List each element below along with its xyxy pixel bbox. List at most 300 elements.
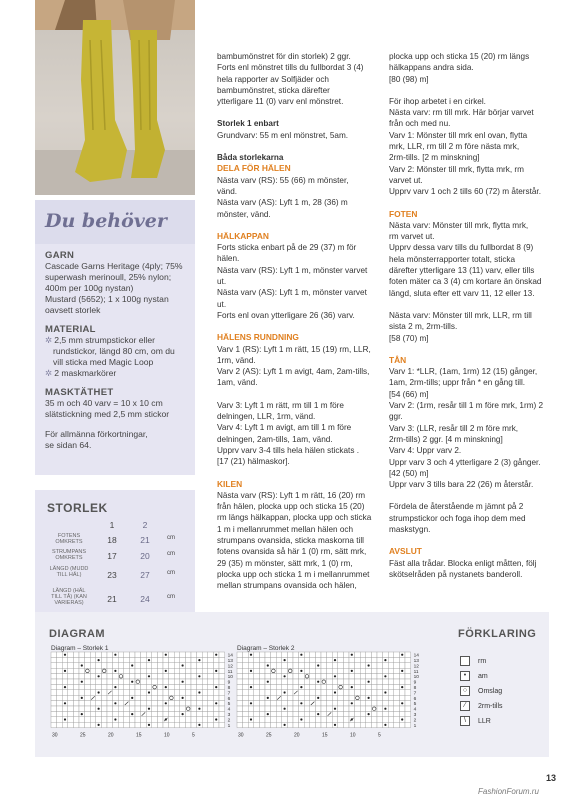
y-tick-label: 3 [413,713,417,718]
chart-cell [343,722,349,727]
stitch-charts [35,650,455,760]
purl-mark [300,702,302,704]
chart-cell [343,717,349,722]
chart-cell [315,717,321,722]
chart-cell [248,711,254,716]
chart-cell [399,706,405,711]
chart-cell [338,711,344,716]
subheading: Storlek 1 enbart [217,119,279,129]
spacer [389,344,554,355]
chart-cell [73,652,79,657]
instruction-line: ggr. [389,412,403,422]
chart-cell [405,663,411,668]
chart-cell [157,684,163,689]
y-tick-label: 5 [413,702,417,708]
instruction-line: från och med nu. [389,119,451,129]
legend-label: Omslag [478,687,503,695]
chart-cell [377,695,383,700]
chart-cell [174,717,180,722]
chart-cell [62,663,68,668]
chart-cell [219,679,225,684]
chart-cell [174,706,180,711]
y-tick-label: 13 [413,659,419,664]
chart-cell [163,711,169,716]
chart-cell [51,684,57,689]
purl-mark [64,686,66,688]
y-tick-label: 6 [413,696,417,702]
chart-cell [101,706,107,711]
chart-cell [68,684,74,689]
chart-cell [124,652,130,657]
spacer [389,198,554,209]
chart-cell [388,657,394,662]
chart-cell [85,701,91,706]
instruction-line: vänd. [217,186,238,196]
chart-cell [377,652,383,657]
unit: cm [167,594,175,600]
chart-cell [299,663,305,668]
instruction-line: därefter ytterligare 13 (11) varv, eller tills [389,266,535,276]
chart-cell [124,674,130,679]
chart-cell [163,674,169,679]
chart-cell [282,663,288,668]
chart-cell [248,690,254,695]
chart-cell [405,668,411,673]
chart-cell [338,706,344,711]
chart-cell [90,668,96,673]
chart-cell [208,652,214,657]
chart-cell [197,668,203,673]
y-tick-label: 4 [227,707,231,713]
chart-cell [327,684,333,689]
chart-cell [174,657,180,662]
chart-cell [360,695,366,700]
chart-cell [124,722,130,727]
chart-cell [310,657,316,662]
purl-mark [267,681,269,683]
y-tick-label: 3 [227,713,231,718]
chart-cell [163,663,169,668]
chart-cell [360,684,366,689]
chart-cell [141,722,147,727]
yarn-line: superwash merinoull, 25% nylon; [45,272,172,282]
chart-cell [315,684,321,689]
chart-cell [141,706,147,711]
chart-cell [287,684,293,689]
chart-cell [377,701,383,706]
chart-cell [57,663,63,668]
chart-cell [146,701,152,706]
chart-cell [107,722,113,727]
chart-cell [90,684,96,689]
chart-cell [327,668,333,673]
y-tick-label: 8 [227,686,231,691]
chart-cell [304,652,310,657]
chart-cell [293,684,299,689]
chart-cell [293,679,299,684]
chart-cell [51,679,57,684]
purl-mark [384,659,386,661]
chart-cell [208,684,214,689]
chart-cell [310,679,316,684]
chart-cell [118,717,124,722]
chart-cell [371,701,377,706]
chart-cell [310,722,316,727]
chart-cell [146,684,152,689]
instructions-column-1 [217,51,377,591]
chart-cell [141,674,147,679]
chart-cell [118,668,124,673]
chart-cell [304,657,310,662]
chart-cell [62,706,68,711]
instruction-line: ut. [217,299,227,309]
chart-cell [265,668,271,673]
chart-cell [394,674,400,679]
chart-cell [287,695,293,700]
chart-cell [68,717,74,722]
chart-cell [191,674,197,679]
y-tick-label: 5 [227,702,231,708]
chart-cell [265,657,271,662]
chart-cell [377,668,383,673]
chart-cell [213,663,219,668]
chart-cell [101,663,107,668]
chart-cell [152,690,158,695]
instruction-line: Uppr varv 3 och 4 ytterligare 2 (3) gånger. [389,457,541,467]
chart-cell [219,701,225,706]
chart-cell [332,701,338,706]
chart-cell [135,652,141,657]
instruction-line: Varv 2: (1rm, resår till 1 m före mrk, 1rm) 2 [389,401,544,411]
chart-cell [141,679,147,684]
chart-cell [152,652,158,657]
chart-cell [293,652,299,657]
chart-cell [197,701,203,706]
legend-title: FÖRKLARING [458,628,537,640]
chart-cell [73,657,79,662]
chart-cell [338,652,344,657]
chart-cell [360,711,366,716]
chart-cell [135,717,141,722]
chart-cell [51,701,57,706]
chart-cell [146,668,152,673]
instruction-line: bambumönstret för din storlek) 2 ggr. [217,52,351,61]
chart-cell [394,695,400,700]
chart-cell [219,706,225,711]
chart-cell [405,722,411,727]
chart-cell [90,717,96,722]
chart-cell [197,684,203,689]
chart-cell [355,717,361,722]
chart-cell [366,717,372,722]
chart-cell [377,711,383,716]
chart-cell [169,663,175,668]
chart-cell [383,711,389,716]
chart-cell [243,679,249,684]
chart-cell [388,701,394,706]
chart-cell [405,695,411,700]
chart-cell [157,695,163,700]
instruction-line: 2rm-tills. [2 m minskning] [389,153,480,163]
chart-cell [90,722,96,727]
chart-cell [213,690,219,695]
chart-cell [243,722,249,727]
chart-cell [237,679,243,684]
chart-cell [237,722,243,727]
chart-cell [169,668,175,673]
chart-cell [254,679,260,684]
chart-cell [276,701,282,706]
purl-mark [98,675,100,677]
chart-cell [180,657,186,662]
chart-cell [388,711,394,716]
chart-cell [377,690,383,695]
chart-cell [107,711,113,716]
spacer [389,299,554,310]
chart-cell [383,717,389,722]
chart-cell [276,657,282,662]
chart-cell [107,668,113,673]
chart-cell [282,717,288,722]
chart-cell [259,701,265,706]
spacer [217,220,377,231]
chart-cell [259,711,265,716]
chart-cell [243,690,249,695]
chart-cell [157,679,163,684]
y-tick-label: 9 [227,680,231,686]
chart-cell [276,679,282,684]
chart-cell [68,695,74,700]
chart-cell [399,657,405,662]
chart-cell [68,657,74,662]
chart-cell [237,711,243,716]
chart-cell [202,706,208,711]
purl-mark [267,697,269,699]
legend-item [460,686,502,696]
chart-cell [371,652,377,657]
chart-cell [146,663,152,668]
chart-cell [191,684,197,689]
chart-cell [107,674,113,679]
chart-cell [51,711,57,716]
instruction-line: 1am, vänd. [217,378,258,388]
y-tick-label: 8 [413,686,417,691]
materials-box [35,200,195,475]
purl-mark [351,654,353,656]
diagram-panel [35,612,549,757]
chart-cell [73,722,79,727]
chart-cell [85,711,91,716]
chart-cell [219,711,225,716]
instruction-line: 1 m i mellanrummet mellan hälen och [217,524,354,534]
chart-cell [287,657,293,662]
chart-cell [90,706,96,711]
chart-cell [405,674,411,679]
chart-cell [141,684,147,689]
chart-cell [399,674,405,679]
chart-cell [213,722,219,727]
chart-cell [377,722,383,727]
chart-cell [310,690,316,695]
purl-mark [198,691,200,693]
legend-symbol-icon: • [460,671,470,681]
chart-cell [366,674,372,679]
chart-cell [197,679,203,684]
chart-cell [383,652,389,657]
instruction-line: plocka upp och sticka 15 (20) rm längs [389,52,530,61]
chart-cell [299,674,305,679]
purl-mark [98,724,100,726]
material-heading: MATERIAL [45,324,96,335]
chart-cell [96,701,102,706]
chart-cell [321,684,327,689]
x-tick-label: 25 [266,732,272,739]
size-1-value: 21 [107,594,117,604]
yarn-heading: GARN [45,250,75,261]
chart-cell [124,690,130,695]
chart-cell [169,690,175,695]
chart-cell [135,663,141,668]
chart-cell [327,657,333,662]
unit: cm [167,535,175,541]
chart-cell [185,690,191,695]
chart-cell [124,684,130,689]
chart-cell [259,684,265,689]
chart-cell [282,679,288,684]
chart-cell [293,695,299,700]
chart-cell [243,717,249,722]
chart-cell [219,684,225,689]
instruction-line: Fäst alla trådar. Blocka enligt måtten, följ [389,558,537,568]
chart-cell [327,717,333,722]
spacer [217,468,377,479]
purl-mark [401,670,403,672]
chart-cell [287,701,293,706]
chart-cell [321,674,327,679]
chart-cell [107,706,113,711]
chart-cell [73,663,79,668]
chart-cell [208,711,214,716]
chart-cell [79,652,85,657]
chart-cell [208,679,214,684]
chart-cell [371,711,377,716]
purl-mark [131,697,133,699]
chart-cell [101,652,107,657]
chart-cell [271,663,277,668]
x-tick-label: 30 [238,732,244,739]
chart-cell [248,674,254,679]
chart-cell [79,717,85,722]
chart-cell [371,722,377,727]
chart-cell [57,674,63,679]
chart-cell [174,652,180,657]
chart-cell [237,717,243,722]
chart-cell [124,679,130,684]
page-number: 13 [546,773,557,783]
chart-cell [293,663,299,668]
chart-cell [90,657,96,662]
purl-mark [198,708,200,710]
chart-cell [276,674,282,679]
chart-cell [219,668,225,673]
size-2-value: 21 [140,535,150,545]
purl-mark [165,654,167,656]
chart-cell [152,657,158,662]
chart-cell [405,717,411,722]
chart-cell [73,711,79,716]
chart-cell [118,690,124,695]
chart-cell [51,722,57,727]
chart-cell [213,711,219,716]
chart-cell [287,711,293,716]
chart-cell [90,679,96,684]
chart-cell [79,706,85,711]
chart-cell [157,657,163,662]
chart-cell [73,674,79,679]
instruction-line: ut. [217,277,227,287]
chart-cell [265,722,271,727]
chart-cell [237,668,243,673]
chart-cell [327,690,333,695]
chart-cell [174,701,180,706]
chart-cell [366,668,372,673]
chart-cell [62,690,68,695]
y-tick-label: 1 [227,723,231,729]
chart-cell [79,690,85,695]
instruction-line: Nästa varv (RS): Lyft 1 m, mönster varvet [217,265,368,275]
chart-cell [174,722,180,727]
chart-cell [51,657,57,662]
purl-mark [317,713,319,715]
chart-cell [118,663,124,668]
chart-cell [355,706,361,711]
chart-cell [57,668,63,673]
chart-cell [259,679,265,684]
legend-symbol-icon: ⁄ [460,701,470,711]
chart-cell [73,684,79,689]
chart-cell [157,668,163,673]
chart-cell [237,706,243,711]
chart-cell [107,679,113,684]
chart-cell [57,652,63,657]
chart-cell [135,695,141,700]
chart-cell [338,701,344,706]
chart-cell [135,701,141,706]
chart-cell [310,668,316,673]
instruction-line: från hälen, plocka upp och sticka 15 (20) [217,502,365,512]
chart-cell [113,674,119,679]
chart-cell [377,717,383,722]
legend-symbol-icon: \ [460,716,470,726]
chart-cell [388,695,394,700]
chart-cell [338,690,344,695]
legend-label: LLR [478,717,491,725]
chart-cell [157,717,163,722]
chart-cell [101,690,107,695]
chart-cell [259,657,265,662]
instruction-line: Varv 2 (AS): Lyft 1 m avigt, 4am, 2am-tills, [217,367,370,377]
chart-cell [185,657,191,662]
purl-mark [182,713,184,715]
chart-cell [349,663,355,668]
size-1-value: 23 [107,570,117,580]
chart-cell [293,711,299,716]
chart-cell [113,695,119,700]
materials-header [35,200,195,244]
chart-cell [388,679,394,684]
chart-cell [248,706,254,711]
purl-mark [114,670,116,672]
